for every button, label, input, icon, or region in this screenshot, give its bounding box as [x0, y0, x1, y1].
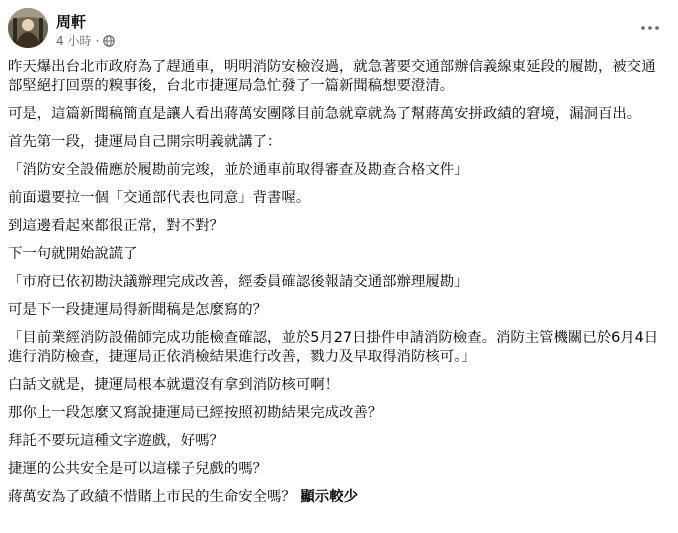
avatar-image	[8, 8, 48, 48]
post-paragraph: 白話文就是，捷運局根本就還沒有拿到消防核可啊！	[8, 377, 339, 393]
post-paragraph: 昨天爆出台北市政府為了趕通車，明明消防安檢沒過，就急著要交通部辦信義線東延段的履勘，被交通部堅絕打回票的糗事後，台北市捷運局急忙發了一篇新聞稿想要澄清。	[8, 59, 656, 94]
post-timestamp[interactable]: 4 小時	[56, 34, 92, 48]
meta-separator: ·	[95, 33, 100, 48]
post-last-paragraph	[8, 488, 668, 507]
post-meta	[56, 32, 115, 49]
more-options-icon[interactable]	[636, 14, 664, 42]
post-paragraph: 那你上一段怎麼又寫說捷運局已經按照初勘結果完成改善？	[8, 405, 383, 421]
post-paragraph: 捷運的公共安全是可以這樣子兒戲的嗎？	[8, 461, 268, 477]
author-name[interactable]: 周軒	[56, 13, 87, 31]
post-paragraph: 下一句就開始說謊了	[8, 246, 138, 262]
post-paragraph: 首先第一段，捷運局自己開宗明義就講了：	[8, 134, 282, 150]
avatar[interactable]	[8, 8, 48, 48]
post-header	[8, 8, 678, 52]
post-paragraph: 「消防安全設備應於履勘前完竣，並於通車前取得審查及勘查合格文件」	[8, 162, 469, 178]
post-paragraph: 前面還要拉一個「交通部代表也同意」背書喔。	[8, 190, 311, 206]
post-paragraph: 「目前業經消防設備師完成功能檢查確認，並於5月27日掛件申請消防檢查。消防主管機關已於6月4日進行消防檢查，捷運局正依消檢結果進行改善，戮力及早取得消防核可。」	[8, 330, 659, 365]
post-paragraph-text: 蔣萬安為了政績不惜賭上市民的生命安全嗎？	[8, 489, 296, 505]
post-paragraph: 「市府已依初勘決議辦理完成改善，經委員確認後報請交通部辦理履勘」	[8, 274, 469, 290]
post-body	[8, 58, 668, 516]
post-paragraph: 可是，這篇新聞稿簡直是讓人看出蔣萬安團隊目前急就章就為了幫蔣萬安拼政績的窘境，漏洞百出。	[8, 106, 642, 122]
globe-icon	[103, 35, 115, 47]
post-paragraph: 可是下一段捷運局得新聞稿是怎麼寫的？	[8, 302, 268, 318]
post-paragraph: 拜託不要玩這種文字遊戲，好嗎？	[8, 433, 224, 449]
see-less-link[interactable]: 顯示較少	[300, 489, 358, 505]
post-paragraph: 到這邊看起來都很正常，對不對？	[8, 218, 224, 234]
